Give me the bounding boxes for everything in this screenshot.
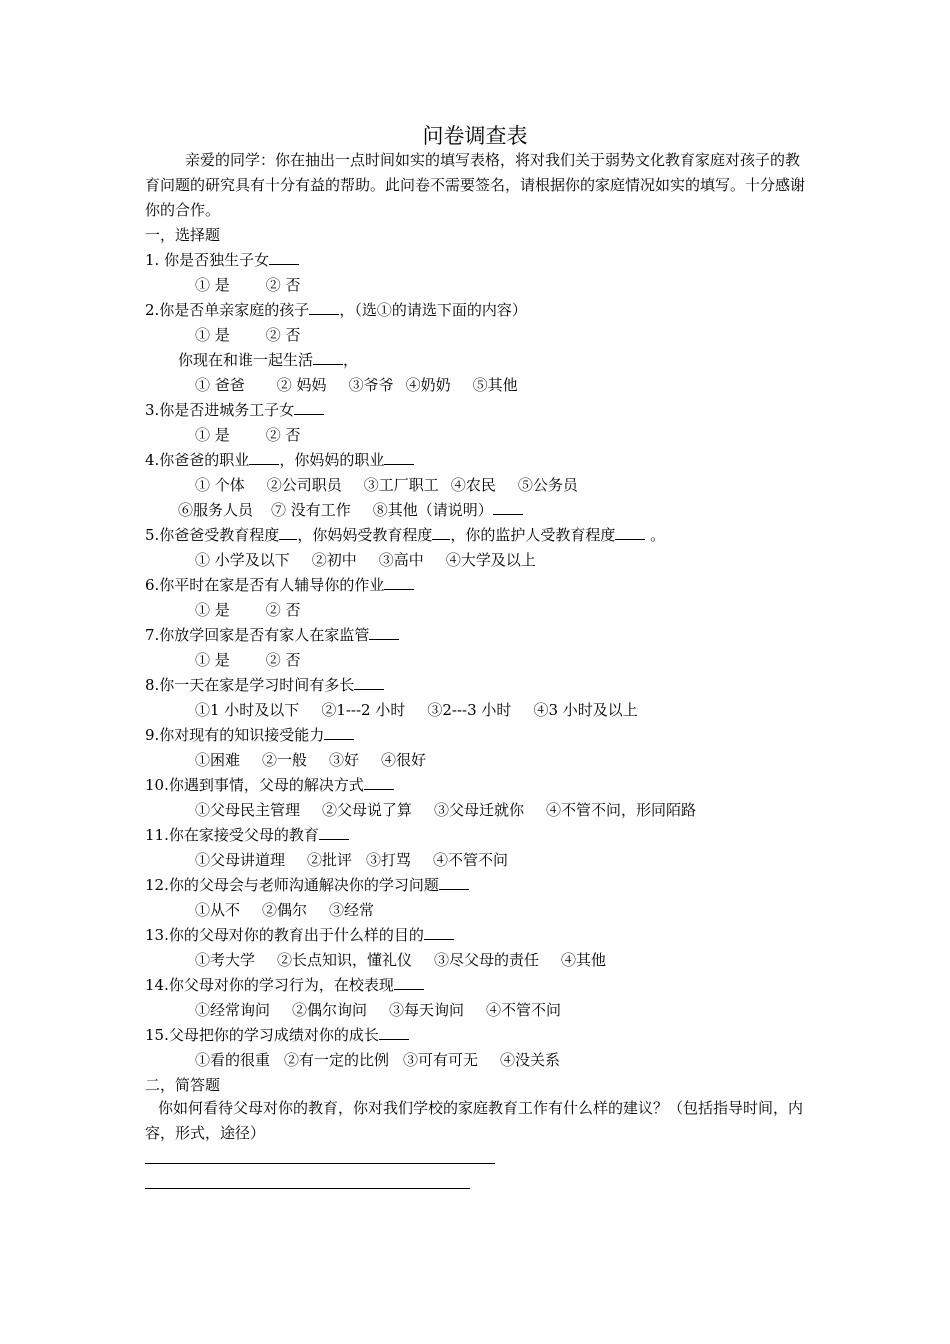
option: ③好 <box>329 751 360 769</box>
question-10-options <box>195 798 718 823</box>
answer-blank[interactable] <box>269 249 299 265</box>
option: ① 是 <box>195 601 230 619</box>
answer-blank[interactable] <box>424 924 454 940</box>
option: ① 爸爸 <box>195 376 245 394</box>
answer-blank[interactable] <box>394 974 424 990</box>
option: ④农民 <box>450 476 496 494</box>
question-9: 9.你对现有的知识接受能力 <box>145 723 354 748</box>
option: ②长点知识，懂礼仪 <box>277 951 413 969</box>
option: ① 是 <box>195 276 230 294</box>
option: ① 是 <box>195 651 230 669</box>
option: ③爷爷 <box>348 376 394 394</box>
option: ③2---3 小时 <box>427 701 512 719</box>
page-title: 问卷调查表 <box>422 124 528 148</box>
option: ①1 小时及以下 <box>195 701 300 719</box>
option: ②父母说了算 <box>322 801 413 819</box>
option: ②有一定的比例 <box>284 1051 390 1069</box>
question-4: 4.你爸爸的职业 ，你妈妈的职业 <box>145 448 414 473</box>
question-13-options <box>195 948 628 973</box>
answer-blank[interactable] <box>439 874 469 890</box>
question-2: 2.你是否单亲家庭的孩子 ，（选①的请选下面的内容） <box>145 301 527 319</box>
question-12-options <box>195 898 396 923</box>
option: ⑤公务员 <box>517 476 578 494</box>
question-11-options <box>195 848 530 873</box>
option: ①看的很重 <box>195 1051 271 1069</box>
option: ②1---2 小时 <box>321 701 406 719</box>
option: ② 妈妈 <box>276 376 327 394</box>
question-4-options-2 <box>178 498 523 523</box>
option: ②初中 <box>311 551 357 569</box>
intro-paragraph: 亲爱的同学：你在抽出一点时间如实的填写表格，将对我们关于弱势文化教育家庭对孩子的教育问题的研究具有十分有益的帮助。此问卷不需要签名，请根据你的家庭情况如实的填写。十分感谢你的合作。 <box>145 151 806 219</box>
question-8-options <box>195 698 660 723</box>
question-15: 15.父母把你的学习成绩对你的成长 <box>145 1023 409 1048</box>
answer-blank[interactable] <box>379 1024 409 1040</box>
answer-blank[interactable] <box>319 824 349 840</box>
question-2-sub: 你现在和谁一起生活 ， <box>178 351 359 369</box>
option: ④不管不问，形同陌路 <box>546 801 697 819</box>
option: ④不管不问 <box>433 851 509 869</box>
question-5: 5.你爸爸受教育程度 ，你妈妈受教育程度 ，你的监护人受教育程度 。 <box>145 526 666 544</box>
option: ⑥服务人员 <box>178 501 254 519</box>
question-7: 7.你放学回家是否有家人在家监管 <box>145 623 399 648</box>
option: ① 是 <box>195 326 230 344</box>
option: ③高中 <box>378 551 424 569</box>
option: ④很好 <box>381 751 427 769</box>
answer-blank[interactable] <box>384 449 414 465</box>
option: ③尽父母的责任 <box>434 951 540 969</box>
option: ③工厂职工 <box>363 476 439 494</box>
option: ③打骂 <box>366 851 412 869</box>
question-5-options <box>195 548 558 573</box>
question-15-options <box>195 1048 582 1073</box>
answer-line[interactable] <box>145 1163 495 1164</box>
answer-blank[interactable] <box>615 524 645 540</box>
option: ②偶尔询问 <box>292 1001 368 1019</box>
option: ④没关系 <box>500 1051 561 1069</box>
question-6-options <box>195 598 323 623</box>
answer-blank[interactable] <box>309 299 339 315</box>
option: ①经常询问 <box>195 1001 271 1019</box>
option: ① 是 <box>195 426 230 444</box>
question-7-options <box>195 648 323 673</box>
question-12: 12.你的父母会与老师沟通解决你的学习问题 <box>145 873 469 898</box>
question-8: 8.你一天在家是学习时间有多长 <box>145 673 384 698</box>
option: ①父母民主管理 <box>195 801 301 819</box>
answer-blank[interactable] <box>432 524 450 540</box>
option: ② 否 <box>265 601 301 619</box>
question-14-options <box>195 998 583 1023</box>
option: ②偶尔 <box>262 901 308 919</box>
option: ③父母迁就你 <box>434 801 525 819</box>
option: ② 否 <box>265 276 301 294</box>
option: ③经常 <box>329 901 375 919</box>
option: ①父母讲道理 <box>195 851 286 869</box>
answer-blank[interactable] <box>294 399 324 415</box>
section-heading-short-answer: 二，简答题 <box>145 1076 221 1094</box>
question-9-options <box>195 748 448 773</box>
option: ② 否 <box>265 326 301 344</box>
answer-blank[interactable] <box>493 499 523 515</box>
answer-blank[interactable] <box>369 624 399 640</box>
option: ③可有可无 <box>403 1051 479 1069</box>
answer-blank[interactable] <box>324 724 354 740</box>
question-11: 11.你在家接受父母的教育 <box>145 823 349 848</box>
answer-blank[interactable] <box>313 349 343 365</box>
option: ②公司职员 <box>266 476 342 494</box>
option: ① 个体 <box>195 476 245 494</box>
option: ④大学及以上 <box>445 551 536 569</box>
option: ①考大学 <box>195 951 256 969</box>
option: ④不管不问 <box>486 1001 562 1019</box>
option: ⑦ 没有工作 <box>271 501 351 519</box>
question-6: 6.你平时在家是否有人辅导你的作业 <box>145 573 414 598</box>
option: ①困难 <box>195 751 241 769</box>
answer-blank[interactable] <box>364 774 394 790</box>
option: ⑤其他 <box>472 376 518 394</box>
option: ②批评 <box>307 851 353 869</box>
question-2-sub-options <box>195 373 540 398</box>
question-3-options <box>195 423 323 448</box>
option: ③每天询问 <box>389 1001 465 1019</box>
option: ④其他 <box>561 951 607 969</box>
question-2-options <box>195 323 323 348</box>
question-10: 10.你遇到事情，父母的解决方式 <box>145 773 394 798</box>
question-3: 3.你是否进城务工子女 <box>145 398 324 423</box>
section-heading-choice: 一，选择题 <box>145 226 221 244</box>
option: ②一般 <box>262 751 308 769</box>
option: ② 否 <box>265 426 301 444</box>
answer-blank[interactable] <box>384 574 414 590</box>
answer-blank[interactable] <box>354 674 384 690</box>
option: ② 否 <box>265 651 301 669</box>
option: ⑧其他（请说明） <box>372 501 493 519</box>
question-1: 1. 你是否独生子女 <box>145 248 299 273</box>
question-14: 14.你父母对你的学习行为，在校表现 <box>145 973 424 998</box>
essay-question: 你如何看待父母对你的教育，你对我们学校的家庭教育工作有什么样的建议？（包括指导时间，内容，形式，途径） <box>145 1099 804 1142</box>
question-1-options <box>195 273 323 298</box>
option: ① 小学及以下 <box>195 551 290 569</box>
answer-line[interactable] <box>145 1188 470 1189</box>
answer-blank[interactable] <box>279 524 297 540</box>
answer-blank[interactable] <box>249 449 279 465</box>
question-4-options <box>195 473 600 498</box>
question-13: 13.你的父母对你的教育出于什么样的目的 <box>145 923 454 948</box>
option: ①从不 <box>195 901 241 919</box>
option: ④奶奶 <box>405 376 451 394</box>
option: ④3 小时及以上 <box>533 701 638 719</box>
